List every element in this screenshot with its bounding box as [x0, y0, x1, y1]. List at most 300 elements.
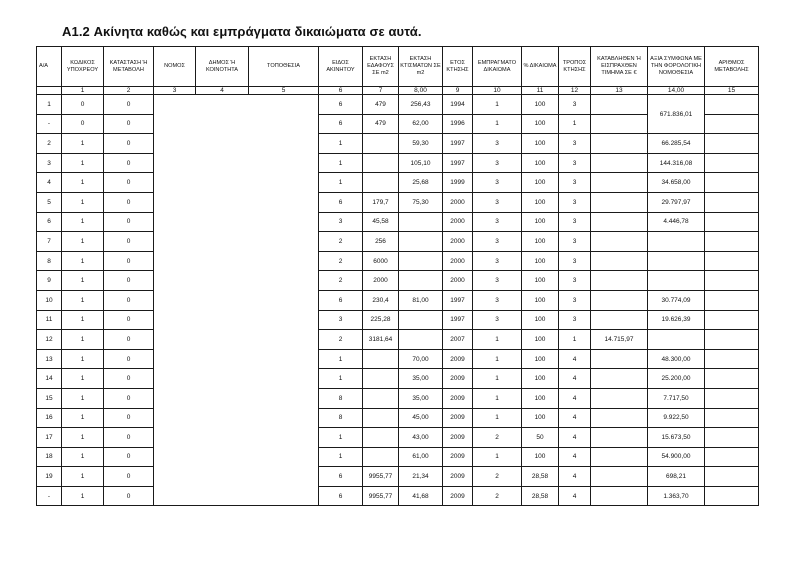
column-header: ΔΗΜΟΣ Ή ΚΟΙΝΟΤΗΤΑ [196, 47, 249, 87]
cell-aa: 11 [37, 310, 62, 330]
cell-percent: 100 [522, 310, 559, 330]
cell-value: 19.626,39 [648, 310, 705, 330]
cell-year: 2000 [443, 192, 473, 212]
cell-right: 1 [473, 330, 522, 350]
cell-type: 1 [319, 447, 363, 467]
cell-change [705, 330, 759, 350]
column-header: ΝΟΜΟΣ [154, 47, 196, 87]
cell-status: 0 [104, 290, 154, 310]
column-header: ΕΚΤΑΣΗ ΕΔΑΦΟΥΣ ΣΕ m2 [363, 47, 399, 87]
cell-land [363, 153, 399, 173]
column-number: 13 [591, 87, 648, 95]
cell-price [591, 388, 648, 408]
cell-type: 3 [319, 212, 363, 232]
cell-type: 1 [319, 153, 363, 173]
cell-status: 0 [104, 212, 154, 232]
column-header: ΕΚΤΑΣΗ ΚΤΙΣΜΑΤΩΝ ΣΕ m2 [399, 47, 443, 87]
cell-status: 0 [104, 95, 154, 115]
cell-building [399, 310, 443, 330]
table-row [37, 232, 759, 252]
cell-land: 479 [363, 95, 399, 115]
cell-land [363, 173, 399, 193]
table-row [37, 467, 759, 487]
cell-code: 1 [62, 388, 104, 408]
cell-aa: 18 [37, 447, 62, 467]
section-title: A1.2 Ακίνητα καθώς και εμπράγματα δικαιώματα σε αυτά. [62, 24, 422, 39]
cell-acq: 3 [559, 271, 591, 291]
cell-right: 1 [473, 408, 522, 428]
table-row [37, 428, 759, 448]
cell-price [591, 310, 648, 330]
cell-acq: 1 [559, 114, 591, 134]
cell-type: 6 [319, 192, 363, 212]
header-row [37, 47, 759, 87]
cell-right: 3 [473, 310, 522, 330]
column-header: ΚΑΤΑΣΤΑΣΗ Ή ΜΕΤΑΒΟΛΗ [104, 47, 154, 87]
cell-land: 9955,77 [363, 486, 399, 506]
cell-status: 0 [104, 467, 154, 487]
column-number: 15 [705, 87, 759, 95]
cell-year: 1996 [443, 114, 473, 134]
table-row [37, 95, 759, 115]
cell-percent: 28,58 [522, 467, 559, 487]
cell-land [363, 349, 399, 369]
cell-building [399, 271, 443, 291]
cell-right: 1 [473, 114, 522, 134]
cell-aa: 16 [37, 408, 62, 428]
cell-value: 4.446,78 [648, 212, 705, 232]
cell-percent: 100 [522, 251, 559, 271]
cell-change [705, 134, 759, 154]
cell-percent: 100 [522, 349, 559, 369]
cell-building: 70,00 [399, 349, 443, 369]
cell-year: 2000 [443, 212, 473, 232]
column-header: % ΔΙΚΑΙΩΜΑ [522, 47, 559, 87]
cell-right: 3 [473, 232, 522, 252]
cell-value: 34.658,00 [648, 173, 705, 193]
cell-percent: 100 [522, 114, 559, 134]
cell-building: 75,30 [399, 192, 443, 212]
cell-building: 35,00 [399, 388, 443, 408]
cell-code: 1 [62, 349, 104, 369]
cell-price [591, 114, 648, 134]
cell-change [705, 95, 759, 115]
cell-right: 3 [473, 251, 522, 271]
cell-acq: 3 [559, 232, 591, 252]
cell-code: 1 [62, 173, 104, 193]
cell-acq: 3 [559, 212, 591, 232]
cell-price [591, 428, 648, 448]
table-row [37, 388, 759, 408]
cell-type: 6 [319, 290, 363, 310]
cell-land: 256 [363, 232, 399, 252]
table-row [37, 173, 759, 193]
cell-price [591, 173, 648, 193]
column-number: 3 [154, 87, 196, 95]
table-row [37, 271, 759, 291]
table-row [37, 349, 759, 369]
cell-change [705, 467, 759, 487]
cell-building: 256,43 [399, 95, 443, 115]
column-number: 7 [363, 87, 399, 95]
cell-year: 2009 [443, 467, 473, 487]
column-number: 2 [104, 87, 154, 95]
cell-value: 698,21 [648, 467, 705, 487]
column-number: 10 [473, 87, 522, 95]
column-header: ΕΤΟΣ ΚΤΗΣΗΣ [443, 47, 473, 87]
cell-year: 2009 [443, 369, 473, 389]
cell-acq: 4 [559, 349, 591, 369]
column-number: 4 [196, 87, 249, 95]
cell-price [591, 95, 648, 115]
cell-price [591, 153, 648, 173]
cell-building: 61,00 [399, 447, 443, 467]
cell-status: 0 [104, 388, 154, 408]
cell-value: 15.673,50 [648, 428, 705, 448]
cell-year: 2009 [443, 408, 473, 428]
cell-percent: 100 [522, 192, 559, 212]
cell-land [363, 447, 399, 467]
cell-right: 2 [473, 428, 522, 448]
cell-aa: 14 [37, 369, 62, 389]
cell-status: 0 [104, 192, 154, 212]
cell-type: 1 [319, 369, 363, 389]
cell-aa: 12 [37, 330, 62, 350]
cell-building: 43,00 [399, 428, 443, 448]
cell-acq: 4 [559, 467, 591, 487]
cell-status: 0 [104, 114, 154, 134]
column-header: ΚΑΤΑΒΛΗΘΕΝ Ή ΕΙΣΠΡΑΧΘΕΝ ΤΙΜΗΜΑ ΣΕ € [591, 47, 648, 87]
cell-acq: 1 [559, 330, 591, 350]
cell-acq: 3 [559, 290, 591, 310]
column-number-row [37, 87, 759, 95]
cell-building [399, 232, 443, 252]
cell-change [705, 290, 759, 310]
cell-change [705, 388, 759, 408]
cell-percent: 100 [522, 290, 559, 310]
cell-change [705, 349, 759, 369]
cell-year: 2009 [443, 486, 473, 506]
cell-year: 2000 [443, 232, 473, 252]
cell-aa: 1 [37, 95, 62, 115]
cell-price [591, 251, 648, 271]
cell-building [399, 212, 443, 232]
cell-aa: 10 [37, 290, 62, 310]
cell-year: 1997 [443, 290, 473, 310]
cell-land [363, 388, 399, 408]
cell-value: 48.300,00 [648, 349, 705, 369]
cell-code: 1 [62, 251, 104, 271]
cell-land: 479 [363, 114, 399, 134]
column-number: 11 [522, 87, 559, 95]
cell-year: 1999 [443, 173, 473, 193]
cell-code: 1 [62, 271, 104, 291]
cell-aa: 15 [37, 388, 62, 408]
cell-value: 54.900,00 [648, 447, 705, 467]
column-number [37, 87, 62, 95]
cell-land: 225,28 [363, 310, 399, 330]
cell-type: 3 [319, 310, 363, 330]
cell-year: 2009 [443, 428, 473, 448]
cell-change [705, 310, 759, 330]
cell-price [591, 408, 648, 428]
cell-land: 6000 [363, 251, 399, 271]
cell-building: 59,30 [399, 134, 443, 154]
cell-code: 1 [62, 330, 104, 350]
table-row [37, 369, 759, 389]
cell-aa: 5 [37, 192, 62, 212]
cell-status: 0 [104, 486, 154, 506]
cell-year: 1994 [443, 95, 473, 115]
cell-change [705, 212, 759, 232]
cell-type: 2 [319, 271, 363, 291]
cell-code: 1 [62, 232, 104, 252]
cell-year: 2000 [443, 271, 473, 291]
cell-right: 3 [473, 192, 522, 212]
cell-status: 0 [104, 251, 154, 271]
cell-building: 81,00 [399, 290, 443, 310]
cell-code: 1 [62, 192, 104, 212]
cell-building: 62,00 [399, 114, 443, 134]
table-row [37, 251, 759, 271]
cell-change [705, 271, 759, 291]
cell-value: 671.836,01 [648, 95, 705, 134]
cell-change [705, 428, 759, 448]
cell-building: 21,34 [399, 467, 443, 487]
cell-year: 2009 [443, 447, 473, 467]
cell-type: 8 [319, 388, 363, 408]
cell-acq: 4 [559, 369, 591, 389]
cell-acq: 3 [559, 192, 591, 212]
cell-code: 1 [62, 290, 104, 310]
column-header: ΤΡΟΠΟΣ ΚΤΗΣΗΣ [559, 47, 591, 87]
cell-right: 1 [473, 369, 522, 389]
cell-status: 0 [104, 173, 154, 193]
table-row [37, 192, 759, 212]
table-row [37, 212, 759, 232]
cell-status: 0 [104, 153, 154, 173]
cell-value: 29.797,97 [648, 192, 705, 212]
column-number: 6 [319, 87, 363, 95]
cell-type: 8 [319, 408, 363, 428]
cell-land [363, 369, 399, 389]
cell-year: 2000 [443, 251, 473, 271]
cell-code: 1 [62, 486, 104, 506]
cell-change [705, 486, 759, 506]
cell-year: 1997 [443, 310, 473, 330]
cell-year: 2009 [443, 349, 473, 369]
cell-right: 3 [473, 153, 522, 173]
cell-value: 25.200,00 [648, 369, 705, 389]
cell-right: 3 [473, 212, 522, 232]
cell-type: 1 [319, 349, 363, 369]
cell-building: 105,10 [399, 153, 443, 173]
cell-land [363, 428, 399, 448]
cell-code: 0 [62, 95, 104, 115]
cell-code: 1 [62, 408, 104, 428]
cell-value [648, 232, 705, 252]
cell-type: 6 [319, 114, 363, 134]
cell-year: 1997 [443, 134, 473, 154]
cell-year: 2007 [443, 330, 473, 350]
cell-status: 0 [104, 428, 154, 448]
cell-land [363, 408, 399, 428]
cell-code: 1 [62, 428, 104, 448]
cell-status: 0 [104, 330, 154, 350]
cell-price [591, 447, 648, 467]
cell-percent: 100 [522, 271, 559, 291]
cell-price [591, 134, 648, 154]
table-row [37, 134, 759, 154]
cell-percent: 100 [522, 134, 559, 154]
cell-right: 1 [473, 349, 522, 369]
cell-land: 2000 [363, 271, 399, 291]
cell-type: 2 [319, 232, 363, 252]
column-number: 5 [249, 87, 319, 95]
table-row [37, 447, 759, 467]
cell-price: 14.715,97 [591, 330, 648, 350]
cell-percent: 100 [522, 95, 559, 115]
cell-acq: 3 [559, 310, 591, 330]
cell-right: 2 [473, 486, 522, 506]
column-number: 9 [443, 87, 473, 95]
cell-change [705, 173, 759, 193]
cell-aa: - [37, 114, 62, 134]
cell-value: 7.717,50 [648, 388, 705, 408]
cell-aa: 17 [37, 428, 62, 448]
column-number: 1 [62, 87, 104, 95]
cell-code: 0 [62, 114, 104, 134]
cell-aa: 4 [37, 173, 62, 193]
cell-land: 45,58 [363, 212, 399, 232]
cell-type: 1 [319, 173, 363, 193]
cell-aa: 19 [37, 467, 62, 487]
cell-status: 0 [104, 408, 154, 428]
cell-acq: 4 [559, 388, 591, 408]
cell-price [591, 467, 648, 487]
cell-status: 0 [104, 447, 154, 467]
cell-status: 0 [104, 369, 154, 389]
cell-price [591, 290, 648, 310]
cell-value: 1.363,70 [648, 486, 705, 506]
cell-percent: 100 [522, 369, 559, 389]
cell-year: 2009 [443, 388, 473, 408]
cell-type: 6 [319, 95, 363, 115]
cell-value [648, 271, 705, 291]
cell-status: 0 [104, 134, 154, 154]
real-estate-table [36, 46, 759, 506]
cell-acq: 3 [559, 134, 591, 154]
cell-value [648, 330, 705, 350]
cell-right: 3 [473, 134, 522, 154]
column-header: ΤΟΠΟΘΕΣΙΑ [249, 47, 319, 87]
cell-type: 2 [319, 251, 363, 271]
cell-code: 1 [62, 310, 104, 330]
cell-status: 0 [104, 349, 154, 369]
cell-type: 1 [319, 428, 363, 448]
cell-acq: 3 [559, 251, 591, 271]
cell-status: 0 [104, 271, 154, 291]
cell-percent: 50 [522, 428, 559, 448]
blank-location-block [154, 95, 319, 506]
cell-change [705, 251, 759, 271]
cell-right: 1 [473, 388, 522, 408]
cell-acq: 4 [559, 486, 591, 506]
cell-year: 1997 [443, 153, 473, 173]
cell-acq: 4 [559, 428, 591, 448]
cell-percent: 100 [522, 388, 559, 408]
cell-price [591, 486, 648, 506]
cell-value: 9.922,50 [648, 408, 705, 428]
cell-price [591, 271, 648, 291]
cell-change [705, 369, 759, 389]
cell-price [591, 349, 648, 369]
cell-building [399, 330, 443, 350]
column-header: ΑΡΙΘΜΟΣ ΜΕΤΑΒΟΛΗΣ [705, 47, 759, 87]
cell-value: 144.316,08 [648, 153, 705, 173]
cell-percent: 100 [522, 212, 559, 232]
cell-code: 1 [62, 153, 104, 173]
cell-percent: 100 [522, 330, 559, 350]
cell-right: 1 [473, 95, 522, 115]
table-row [37, 310, 759, 330]
column-header: ΕΜΠΡΑΓΜΑΤΟ ΔΙΚΑΙΩΜΑ [473, 47, 522, 87]
cell-value: 66.285,54 [648, 134, 705, 154]
cell-acq: 3 [559, 173, 591, 193]
cell-change [705, 408, 759, 428]
cell-change [705, 114, 759, 134]
cell-right: 1 [473, 447, 522, 467]
column-number: 14,00 [648, 87, 705, 95]
table-row [37, 290, 759, 310]
cell-code: 1 [62, 134, 104, 154]
cell-aa: 13 [37, 349, 62, 369]
cell-right: 2 [473, 467, 522, 487]
cell-type: 6 [319, 486, 363, 506]
cell-acq: 3 [559, 153, 591, 173]
cell-status: 0 [104, 232, 154, 252]
cell-price [591, 369, 648, 389]
cell-building [399, 251, 443, 271]
cell-right: 3 [473, 271, 522, 291]
cell-code: 1 [62, 369, 104, 389]
cell-price [591, 212, 648, 232]
cell-change [705, 232, 759, 252]
cell-percent: 100 [522, 408, 559, 428]
table-body [37, 95, 759, 506]
cell-aa: 3 [37, 153, 62, 173]
cell-code: 1 [62, 212, 104, 232]
cell-aa: 7 [37, 232, 62, 252]
column-number: 12 [559, 87, 591, 95]
cell-type: 6 [319, 467, 363, 487]
cell-building: 35,00 [399, 369, 443, 389]
cell-status: 0 [104, 310, 154, 330]
cell-code: 1 [62, 447, 104, 467]
cell-building: 41,68 [399, 486, 443, 506]
cell-percent: 100 [522, 153, 559, 173]
cell-building: 45,00 [399, 408, 443, 428]
cell-percent: 100 [522, 232, 559, 252]
table-row [37, 408, 759, 428]
column-header: Α/Α [37, 47, 62, 87]
cell-land: 9955,77 [363, 467, 399, 487]
cell-land: 230,4 [363, 290, 399, 310]
cell-aa: 9 [37, 271, 62, 291]
cell-aa: - [37, 486, 62, 506]
cell-value: 30.774,09 [648, 290, 705, 310]
cell-land: 3181,64 [363, 330, 399, 350]
